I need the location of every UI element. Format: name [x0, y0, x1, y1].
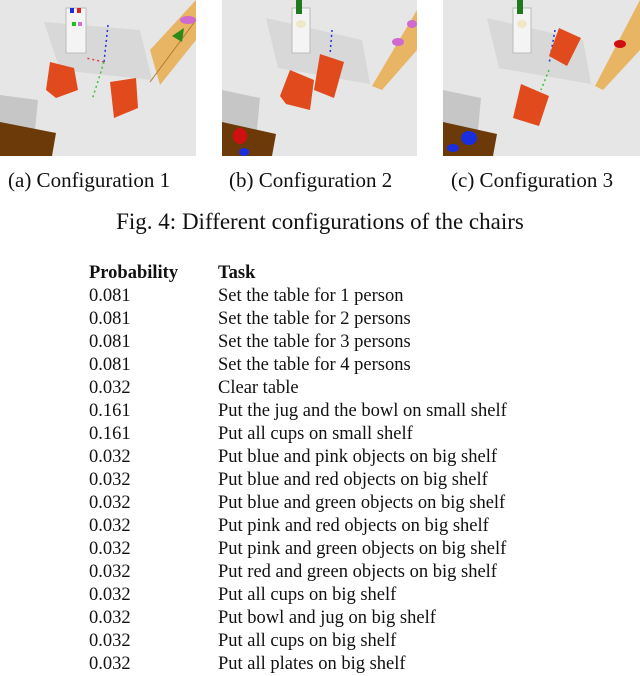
task-cell: Put blue and green objects on big shelf — [218, 493, 506, 513]
table-row — [89, 308, 507, 331]
probability-cell: 0.161 — [89, 424, 131, 444]
probability-cell: 0.032 — [89, 470, 131, 490]
table-row — [89, 630, 507, 653]
task-cell: Put all cups on small shelf — [218, 424, 413, 444]
probability-cell: 0.032 — [89, 447, 131, 467]
image-configuration-2 — [222, 0, 417, 156]
subcaption-b: (b) Configuration 2 — [229, 168, 393, 192]
table-row — [89, 285, 507, 308]
table-row — [89, 492, 507, 515]
task-probability-table — [89, 262, 507, 676]
task-cell: Set the table for 3 persons — [218, 332, 411, 352]
task-cell: Set the table for 4 persons — [218, 355, 411, 375]
task-cell: Clear table — [218, 378, 299, 398]
figure-caption: Fig. 4: Different configurations of the chairs — [116, 209, 524, 234]
table-row — [89, 423, 507, 446]
table-row — [89, 354, 507, 377]
table-row — [89, 469, 507, 492]
probability-cell: 0.081 — [89, 355, 131, 375]
image-configuration-3 — [443, 0, 640, 156]
subcaption-c: (c) Configuration 3 — [451, 168, 614, 192]
table-row — [89, 538, 507, 561]
task-cell: Set the table for 1 person — [218, 286, 404, 306]
table-row — [89, 446, 507, 469]
task-cell: Put all cups on big shelf — [218, 631, 397, 651]
table-row — [89, 377, 507, 400]
task-cell: Put pink and green objects on big shelf — [218, 539, 507, 559]
probability-cell: 0.032 — [89, 539, 131, 559]
task-cell: Put red and green objects on big shelf — [218, 562, 497, 582]
image-configuration-1 — [0, 0, 196, 156]
probability-cell: 0.081 — [89, 309, 131, 329]
task-cell: Put all cups on big shelf — [218, 585, 397, 605]
probability-cell: 0.032 — [89, 585, 131, 605]
probability-cell: 0.032 — [89, 378, 131, 398]
probability-cell: 0.032 — [89, 608, 131, 628]
task-cell: Put blue and pink objects on big shelf — [218, 447, 498, 467]
task-cell: Put the jug and the bowl on small shelf — [218, 401, 507, 421]
table-row — [89, 561, 507, 584]
probability-cell: 0.081 — [89, 332, 131, 352]
table-row — [89, 653, 507, 676]
table-row — [89, 400, 507, 423]
task-cell: Put all plates on big shelf — [218, 654, 406, 674]
table-row — [89, 607, 507, 630]
header-probability: Probability — [89, 263, 179, 283]
table-header — [89, 262, 507, 285]
probability-cell: 0.032 — [89, 493, 131, 513]
probability-cell: 0.032 — [89, 562, 131, 582]
task-cell: Put pink and red objects on big shelf — [218, 516, 489, 536]
probability-cell: 0.032 — [89, 631, 131, 651]
probability-cell: 0.161 — [89, 401, 131, 421]
task-cell: Set the table for 2 persons — [218, 309, 411, 329]
probability-cell: 0.032 — [89, 516, 131, 536]
table-row — [89, 331, 507, 354]
figure-panels — [0, 0, 640, 156]
probability-cell: 0.081 — [89, 286, 131, 306]
table-row — [89, 584, 507, 607]
header-task: Task — [218, 263, 256, 283]
table-row — [89, 515, 507, 538]
task-cell: Put blue and red objects on big shelf — [218, 470, 488, 490]
subcaption-a: (a) Configuration 1 — [8, 168, 171, 192]
probability-cell: 0.032 — [89, 654, 131, 674]
task-cell: Put bowl and jug on big shelf — [218, 608, 436, 628]
